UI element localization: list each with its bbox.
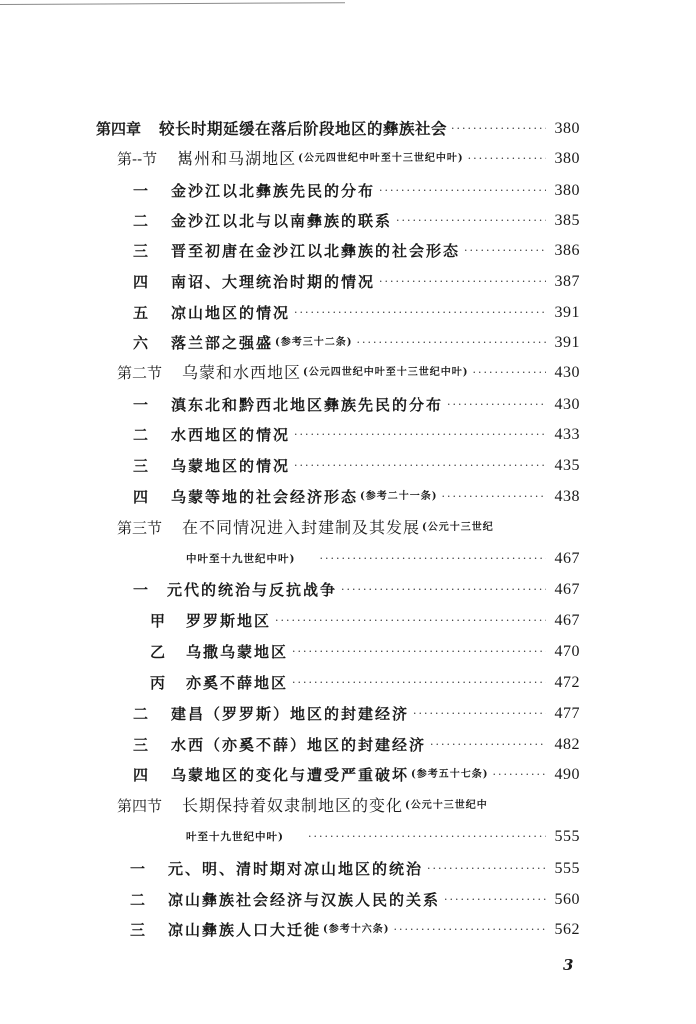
entry-note: (参考十六条) [323, 924, 390, 935]
entry-title: 元、明、清时期对凉山地区的统治 [168, 860, 424, 878]
entry-note: (公元四世纪中叶至十三世纪中叶) [303, 367, 469, 378]
entry-page: 380 [554, 120, 580, 137]
entry-page: 560 [554, 891, 580, 908]
entry-label: 四 [133, 766, 149, 784]
entry-note: (公元十三世纪中 [405, 800, 488, 811]
entry-title: 元代的统治与反抗战争 [167, 581, 338, 599]
entry-title: 南诏、大理统治时期的情况 [171, 273, 376, 291]
entry-label: 四 [133, 273, 149, 291]
entry-page: 562 [554, 921, 580, 938]
entry-page: 467 [554, 612, 580, 629]
dot-leader [430, 733, 546, 757]
entry-page: 472 [554, 674, 580, 691]
dot-leader [294, 454, 546, 478]
entry-title: 乌蒙地区的变化与遭受严重破坏 [171, 766, 410, 784]
entry-page: 386 [554, 242, 580, 259]
entry-label: 二 [133, 212, 149, 230]
entry-label: 一 [133, 581, 149, 599]
dot-leader [294, 301, 546, 325]
toc-entry-item[interactable] [133, 763, 580, 787]
toc-entry-item[interactable] [133, 423, 580, 447]
entry-label: 丙 [150, 674, 166, 692]
dot-leader [379, 270, 546, 294]
entry-label: 六 [133, 334, 149, 352]
entry-title: 罗罗斯地区 [186, 612, 272, 630]
dot-leader [473, 361, 547, 385]
entry-title: 乌撒乌蒙地区 [186, 643, 289, 661]
entry-label: 二 [130, 891, 146, 909]
dot-leader [444, 888, 546, 912]
entry-title: 建昌（罗罗斯）地区的封建经济 [171, 705, 410, 723]
entry-label: 第四章 [96, 120, 142, 138]
toc-entry-section[interactable] [117, 794, 488, 818]
entry-page: 490 [554, 766, 580, 783]
dot-leader [308, 825, 546, 849]
entry-title: 水西（亦奚不薛）地区的封建经济 [171, 736, 427, 754]
entry-title: 较长时期延缓在落后阶段地区的彝族社会 [159, 120, 448, 138]
toc-entry-chapter[interactable] [96, 117, 580, 141]
entry-title: 凉山彝族人口大迁徙 [168, 921, 322, 939]
entry-page: 385 [554, 212, 580, 229]
entry-label: 甲 [150, 612, 166, 630]
entry-page: 380 [554, 182, 580, 199]
entry-page: 470 [554, 643, 580, 660]
toc-entry-item[interactable] [133, 733, 580, 757]
entry-title: 水西地区的情况 [171, 426, 291, 444]
dot-leader [451, 117, 546, 141]
entry-title: 嶲州和马湖地区 [177, 149, 297, 168]
entry-note: (公元十三世纪 [422, 522, 494, 533]
dot-leader [464, 239, 546, 263]
page-number: 3 [563, 956, 574, 974]
entry-title: 金沙江以北与以南彝族的联系 [171, 212, 393, 230]
entry-title: 落兰部之强盛 [171, 334, 274, 352]
entry-label: 四 [133, 488, 149, 506]
dot-leader [427, 857, 546, 881]
entry-title: 乌蒙和水西地区 [182, 363, 302, 382]
entry-note: (参考三十二条) [275, 337, 353, 348]
toc-entry-item[interactable] [133, 702, 580, 726]
entry-title: 在不同情况进入封建制及其发展 [182, 518, 421, 537]
dot-leader [447, 393, 546, 417]
entry-note: (参考五十七条) [411, 769, 489, 780]
toc-entry-subitem[interactable] [150, 609, 580, 633]
entry-page: 467 [554, 581, 580, 598]
entry-page: 477 [554, 705, 580, 722]
entry-note: (公元四世纪中叶至十三世纪中叶) [298, 153, 464, 164]
toc-entry-subitem[interactable] [150, 671, 580, 695]
toc-entry-item[interactable] [133, 578, 580, 602]
entry-page: 430 [554, 364, 580, 381]
dot-leader [468, 147, 546, 171]
entry-label: 三 [133, 736, 149, 754]
entry-page: 433 [554, 426, 580, 443]
entry-label: 一 [130, 860, 146, 878]
entry-page: 555 [554, 828, 580, 845]
dot-leader [413, 702, 546, 726]
entry-title: 滇东北和黔西北地区彝族先民的分布 [171, 396, 444, 414]
entry-page: 555 [554, 860, 580, 877]
toc-entry-item[interactable] [130, 857, 580, 881]
entry-label: 第二节 [117, 364, 163, 382]
entry-page: 438 [554, 488, 580, 505]
entry-label: 三 [130, 921, 146, 939]
entry-label: 第--节 [117, 150, 158, 168]
entry-label: 三 [133, 242, 149, 260]
entry-label: 第四节 [117, 797, 163, 815]
entry-page: 430 [554, 396, 580, 413]
dot-leader [292, 640, 546, 664]
entry-note: 叶至十九世纪中叶) [186, 831, 284, 843]
entry-page: 482 [554, 736, 580, 753]
dot-leader [379, 179, 546, 203]
entry-title: 凉山彝族社会经济与汉族人民的关系 [168, 891, 441, 909]
entry-title: 亦奚不薛地区 [186, 674, 289, 692]
toc-entry-item[interactable] [133, 179, 580, 203]
toc-entry-item[interactable] [133, 239, 580, 263]
entry-label: 三 [133, 457, 149, 475]
entry-label: 乙 [150, 643, 166, 661]
entry-label: 五 [133, 304, 149, 322]
toc-entry-item[interactable] [133, 331, 580, 355]
toc-entry-continuation[interactable] [184, 825, 580, 849]
toc-entry-item[interactable] [133, 393, 580, 417]
entry-title: 晋至初唐在金沙江以北彝族的社会形态 [171, 242, 461, 260]
entry-label: 二 [133, 426, 149, 444]
toc-entry-section[interactable] [117, 147, 580, 171]
toc-entry-item[interactable] [133, 270, 580, 294]
page-edge-rule [0, 2, 345, 5]
toc-entry-continuation[interactable] [184, 547, 580, 571]
entry-note: (参考二十一条) [360, 491, 438, 502]
dot-leader [441, 485, 546, 509]
entry-title: 凉山地区的情况 [171, 304, 291, 322]
dot-leader [275, 609, 546, 633]
dot-leader [492, 763, 546, 787]
dot-leader [294, 423, 546, 447]
dot-leader [393, 918, 546, 942]
entry-label: 一 [133, 182, 149, 200]
toc-entry-item[interactable] [133, 209, 580, 233]
entry-label: 第三节 [117, 519, 163, 537]
entry-title: 乌蒙地区的情况 [171, 457, 291, 475]
entry-label: 二 [133, 705, 149, 723]
entry-title: 金沙江以北彝族先民的分布 [171, 182, 376, 200]
toc-entry-section[interactable] [117, 516, 494, 540]
toc-entry-item[interactable] [130, 918, 580, 942]
entry-page: 391 [554, 334, 580, 351]
entry-note: 中叶至十九世纪中叶) [186, 553, 296, 565]
dot-leader [356, 331, 546, 355]
toc-entry-section[interactable] [117, 361, 580, 385]
dot-leader [341, 578, 546, 602]
dot-leader [292, 671, 546, 695]
entry-label: 一 [133, 396, 149, 414]
toc-entry-item[interactable] [133, 301, 580, 325]
dot-leader [319, 547, 546, 571]
entry-page: 380 [554, 150, 580, 167]
dot-leader [396, 209, 546, 233]
toc-entry-subitem[interactable] [150, 640, 580, 664]
entry-page: 435 [554, 457, 580, 474]
entry-title: 乌蒙等地的社会经济形态 [171, 488, 359, 506]
entry-page: 467 [554, 550, 580, 567]
entry-page: 391 [554, 304, 580, 321]
entry-title: 长期保持着奴隶制地区的变化 [182, 796, 404, 815]
toc-entry-item[interactable] [133, 485, 580, 509]
toc-entry-item[interactable] [133, 454, 580, 478]
toc-entry-item[interactable] [130, 888, 580, 912]
entry-page: 387 [554, 273, 580, 290]
